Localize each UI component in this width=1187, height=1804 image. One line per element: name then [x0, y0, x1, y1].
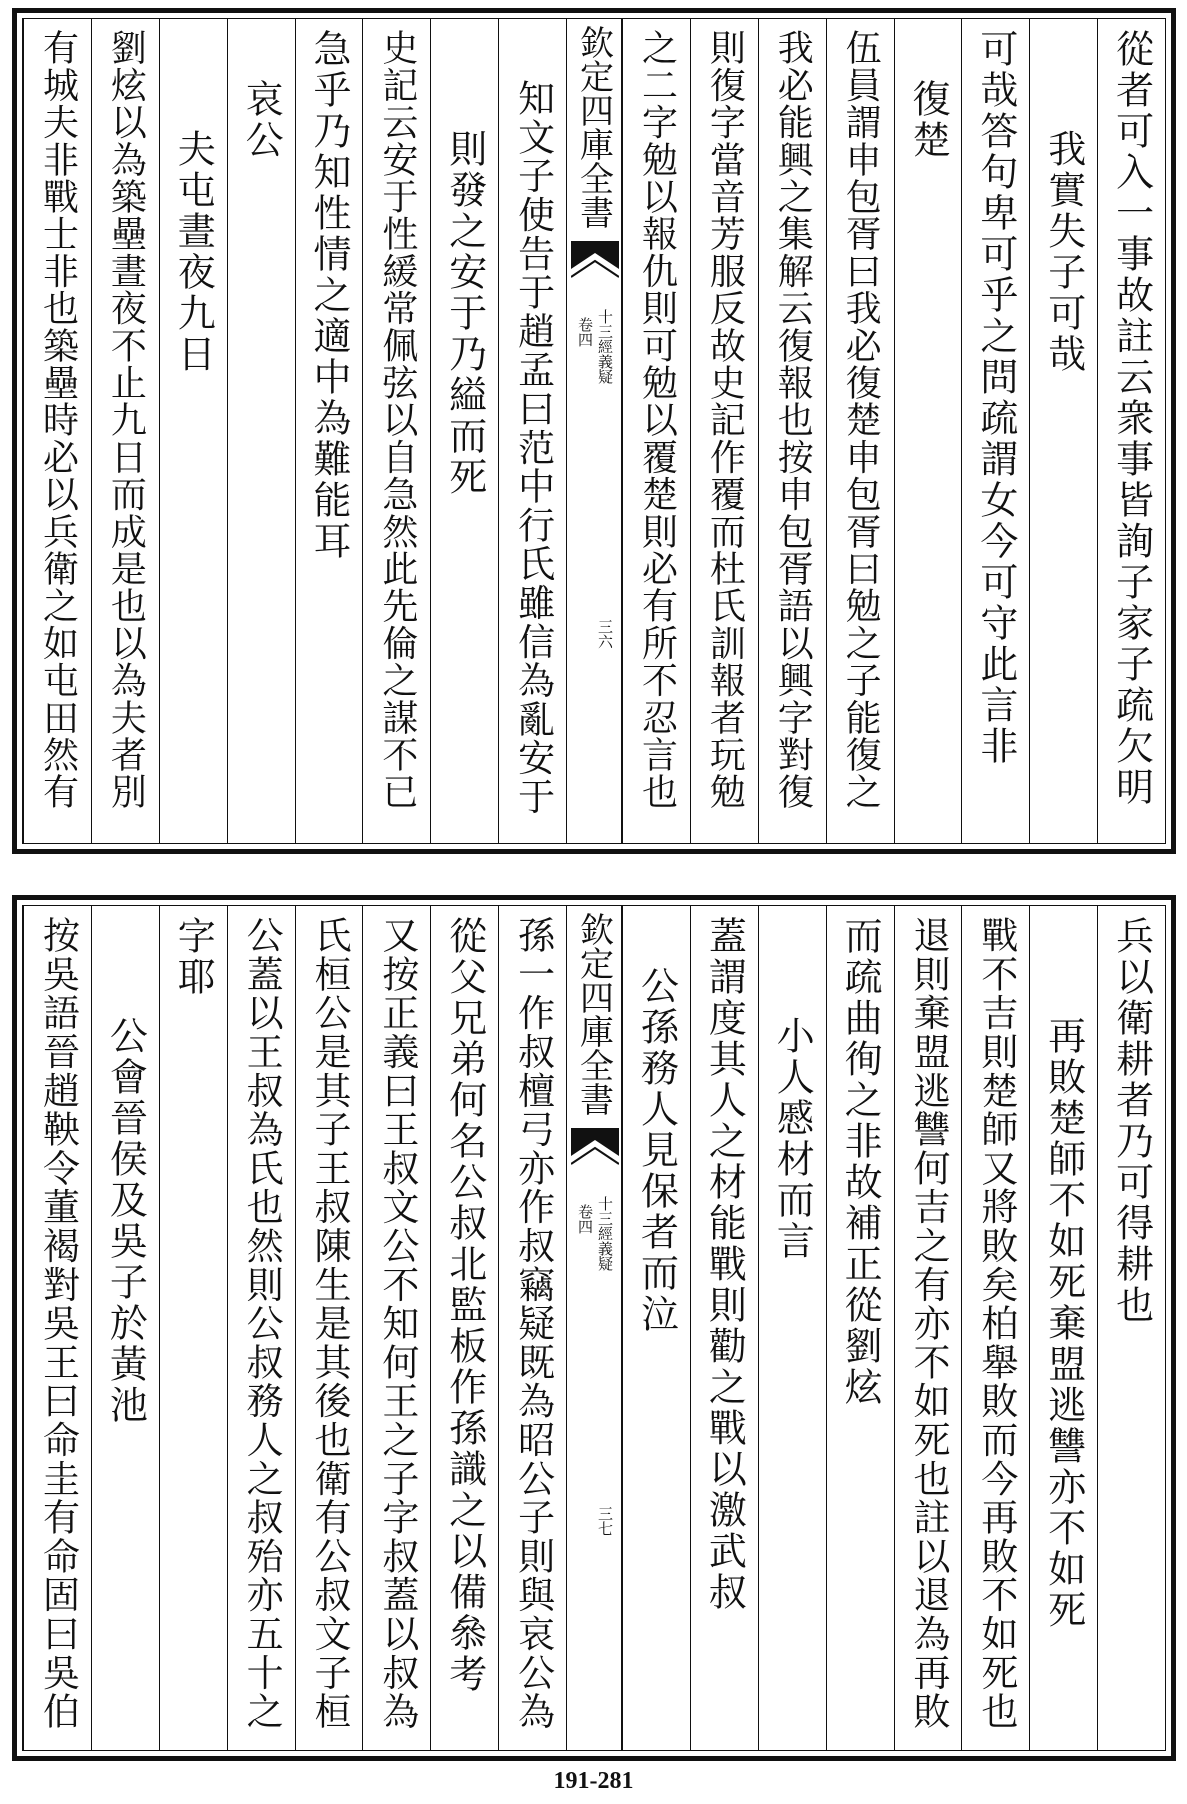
text-column	[159, 906, 227, 1750]
text-column	[23, 19, 91, 843]
volume-number: 卷四	[576, 1204, 594, 1234]
column-text: 公會晉侯及吳子於黃池	[103, 1016, 148, 1426]
column-text: 退則棄盟逃讐何吉之有亦不如死也註以退為再敗	[906, 916, 950, 1731]
bottom-page-panel	[12, 895, 1176, 1761]
text-column	[894, 906, 962, 1750]
column-text: 字耶	[171, 916, 216, 998]
volume-number: 卷四	[576, 317, 594, 347]
text-column	[894, 19, 962, 843]
column-text: 夫屯晝夜九日	[171, 129, 216, 375]
center-margin-column	[566, 19, 622, 843]
column-text: 復楚	[905, 79, 950, 161]
text-column	[690, 906, 758, 1750]
text-column	[1097, 19, 1165, 843]
text-column	[622, 906, 690, 1750]
column-text: 按吳語晉趙鞅令董褐對吳王曰命圭有命固曰吳伯	[36, 916, 80, 1731]
column-text: 氏桓公是其子王叔陳生是其後也衛有公叔文子桓	[307, 916, 351, 1731]
text-column	[498, 906, 566, 1750]
column-text: 小人慼材而言	[770, 1016, 815, 1262]
column-text: 急乎乃知性情之適中為難能耳	[306, 29, 351, 562]
text-column	[498, 19, 566, 843]
text-column	[430, 19, 498, 843]
column-text: 公蓋以王叔為氏也然則公叔務人之叔殆亦五十之	[240, 916, 284, 1731]
column-text: 蓋謂度其人之材能戰則勸之戰以激武叔	[702, 916, 747, 1613]
column-text: 可哉答句卑可乎之問疏謂女今可守此言非	[973, 29, 1018, 767]
column-text: 史記云安于性緩常佩弦以自急然此先倫之謀不已	[376, 29, 418, 811]
text-column	[91, 19, 159, 843]
column-text: 戰不吉則楚師又將敗矣柏舉敗而今再敗不如死也	[974, 916, 1018, 1731]
column-text: 從者可入一事故註云衆事皆詢子家子疏欠明	[1109, 29, 1154, 808]
page-number-footer: 191-281	[553, 1768, 634, 1794]
text-column	[961, 906, 1029, 1750]
text-column	[826, 906, 894, 1750]
column-text: 再敗楚師不如死棄盟逃讐亦不如死	[1041, 1016, 1086, 1631]
top-page-panel	[12, 8, 1176, 854]
text-column	[23, 906, 91, 1750]
text-column	[159, 19, 227, 843]
column-text: 兵以衛耕者乃可得耕也	[1109, 916, 1154, 1326]
fishtail-mark	[571, 1128, 619, 1168]
center-margin-column	[566, 906, 622, 1750]
column-text: 而疏曲徇之非故補正從劉炫	[838, 916, 883, 1408]
text-column	[758, 906, 826, 1750]
column-text: 孫一作叔檀弓亦作叔竊疑既為昭公子則與哀公為	[511, 916, 555, 1731]
text-column	[1097, 906, 1165, 1750]
column-text: 劉炫以為築壘晝夜不止九日而成是也以為夫者別	[105, 29, 147, 811]
column-text: 則發之安于乃縊而死	[442, 129, 487, 498]
text-column	[622, 19, 690, 843]
column-text: 公孫務人見保者而泣	[634, 966, 679, 1335]
column-text: 伍員謂申包胥曰我必復楚申包胥曰勉之子能復之	[840, 29, 882, 811]
leaf-number: 三六	[596, 619, 614, 649]
bottom-page-columns	[22, 905, 1166, 1751]
text-column	[227, 906, 295, 1750]
text-column	[961, 19, 1029, 843]
fishtail-mark	[571, 241, 619, 281]
column-text: 知文子使告于趙孟曰范中行氏雖信為亂安于	[511, 79, 555, 817]
text-column	[826, 19, 894, 843]
text-column	[295, 906, 363, 1750]
book-title: 欽定四庫全書	[573, 25, 614, 229]
text-column	[362, 19, 430, 843]
text-column	[295, 19, 363, 843]
column-text: 哀公	[239, 79, 284, 161]
text-column	[227, 19, 295, 843]
column-text: 之二字勉以報仇則可勉以覆楚則必有所不忍言也	[636, 29, 678, 811]
column-text: 則復字當音芳服反故史記作覆而杜氏訓報者玩勉	[704, 29, 746, 811]
book-title: 欽定四庫全書	[573, 912, 614, 1116]
column-text: 有城夫非戰士非也築壘時必以兵衛之如屯田然有	[37, 29, 79, 811]
text-column	[1029, 906, 1097, 1750]
column-text: 又按正義曰王叔文公不知何王之子字叔蓋以叔為	[375, 916, 419, 1731]
text-column	[91, 906, 159, 1750]
column-text: 我必能興之集解云復報也按申包胥語以興字對復	[772, 29, 814, 811]
book-name: 十三經義疑	[596, 309, 614, 384]
top-page-columns	[22, 18, 1166, 844]
leaf-number: 三七	[596, 1506, 614, 1536]
text-column	[430, 906, 498, 1750]
book-name: 十三經義疑	[596, 1196, 614, 1271]
text-column	[758, 19, 826, 843]
column-text: 從父兄弟何名公叔北監板作孫識之以備叅考	[442, 916, 487, 1695]
text-column	[690, 19, 758, 843]
text-column	[1029, 19, 1097, 843]
text-column	[362, 906, 430, 1750]
column-text: 我實失子可哉	[1041, 129, 1086, 375]
